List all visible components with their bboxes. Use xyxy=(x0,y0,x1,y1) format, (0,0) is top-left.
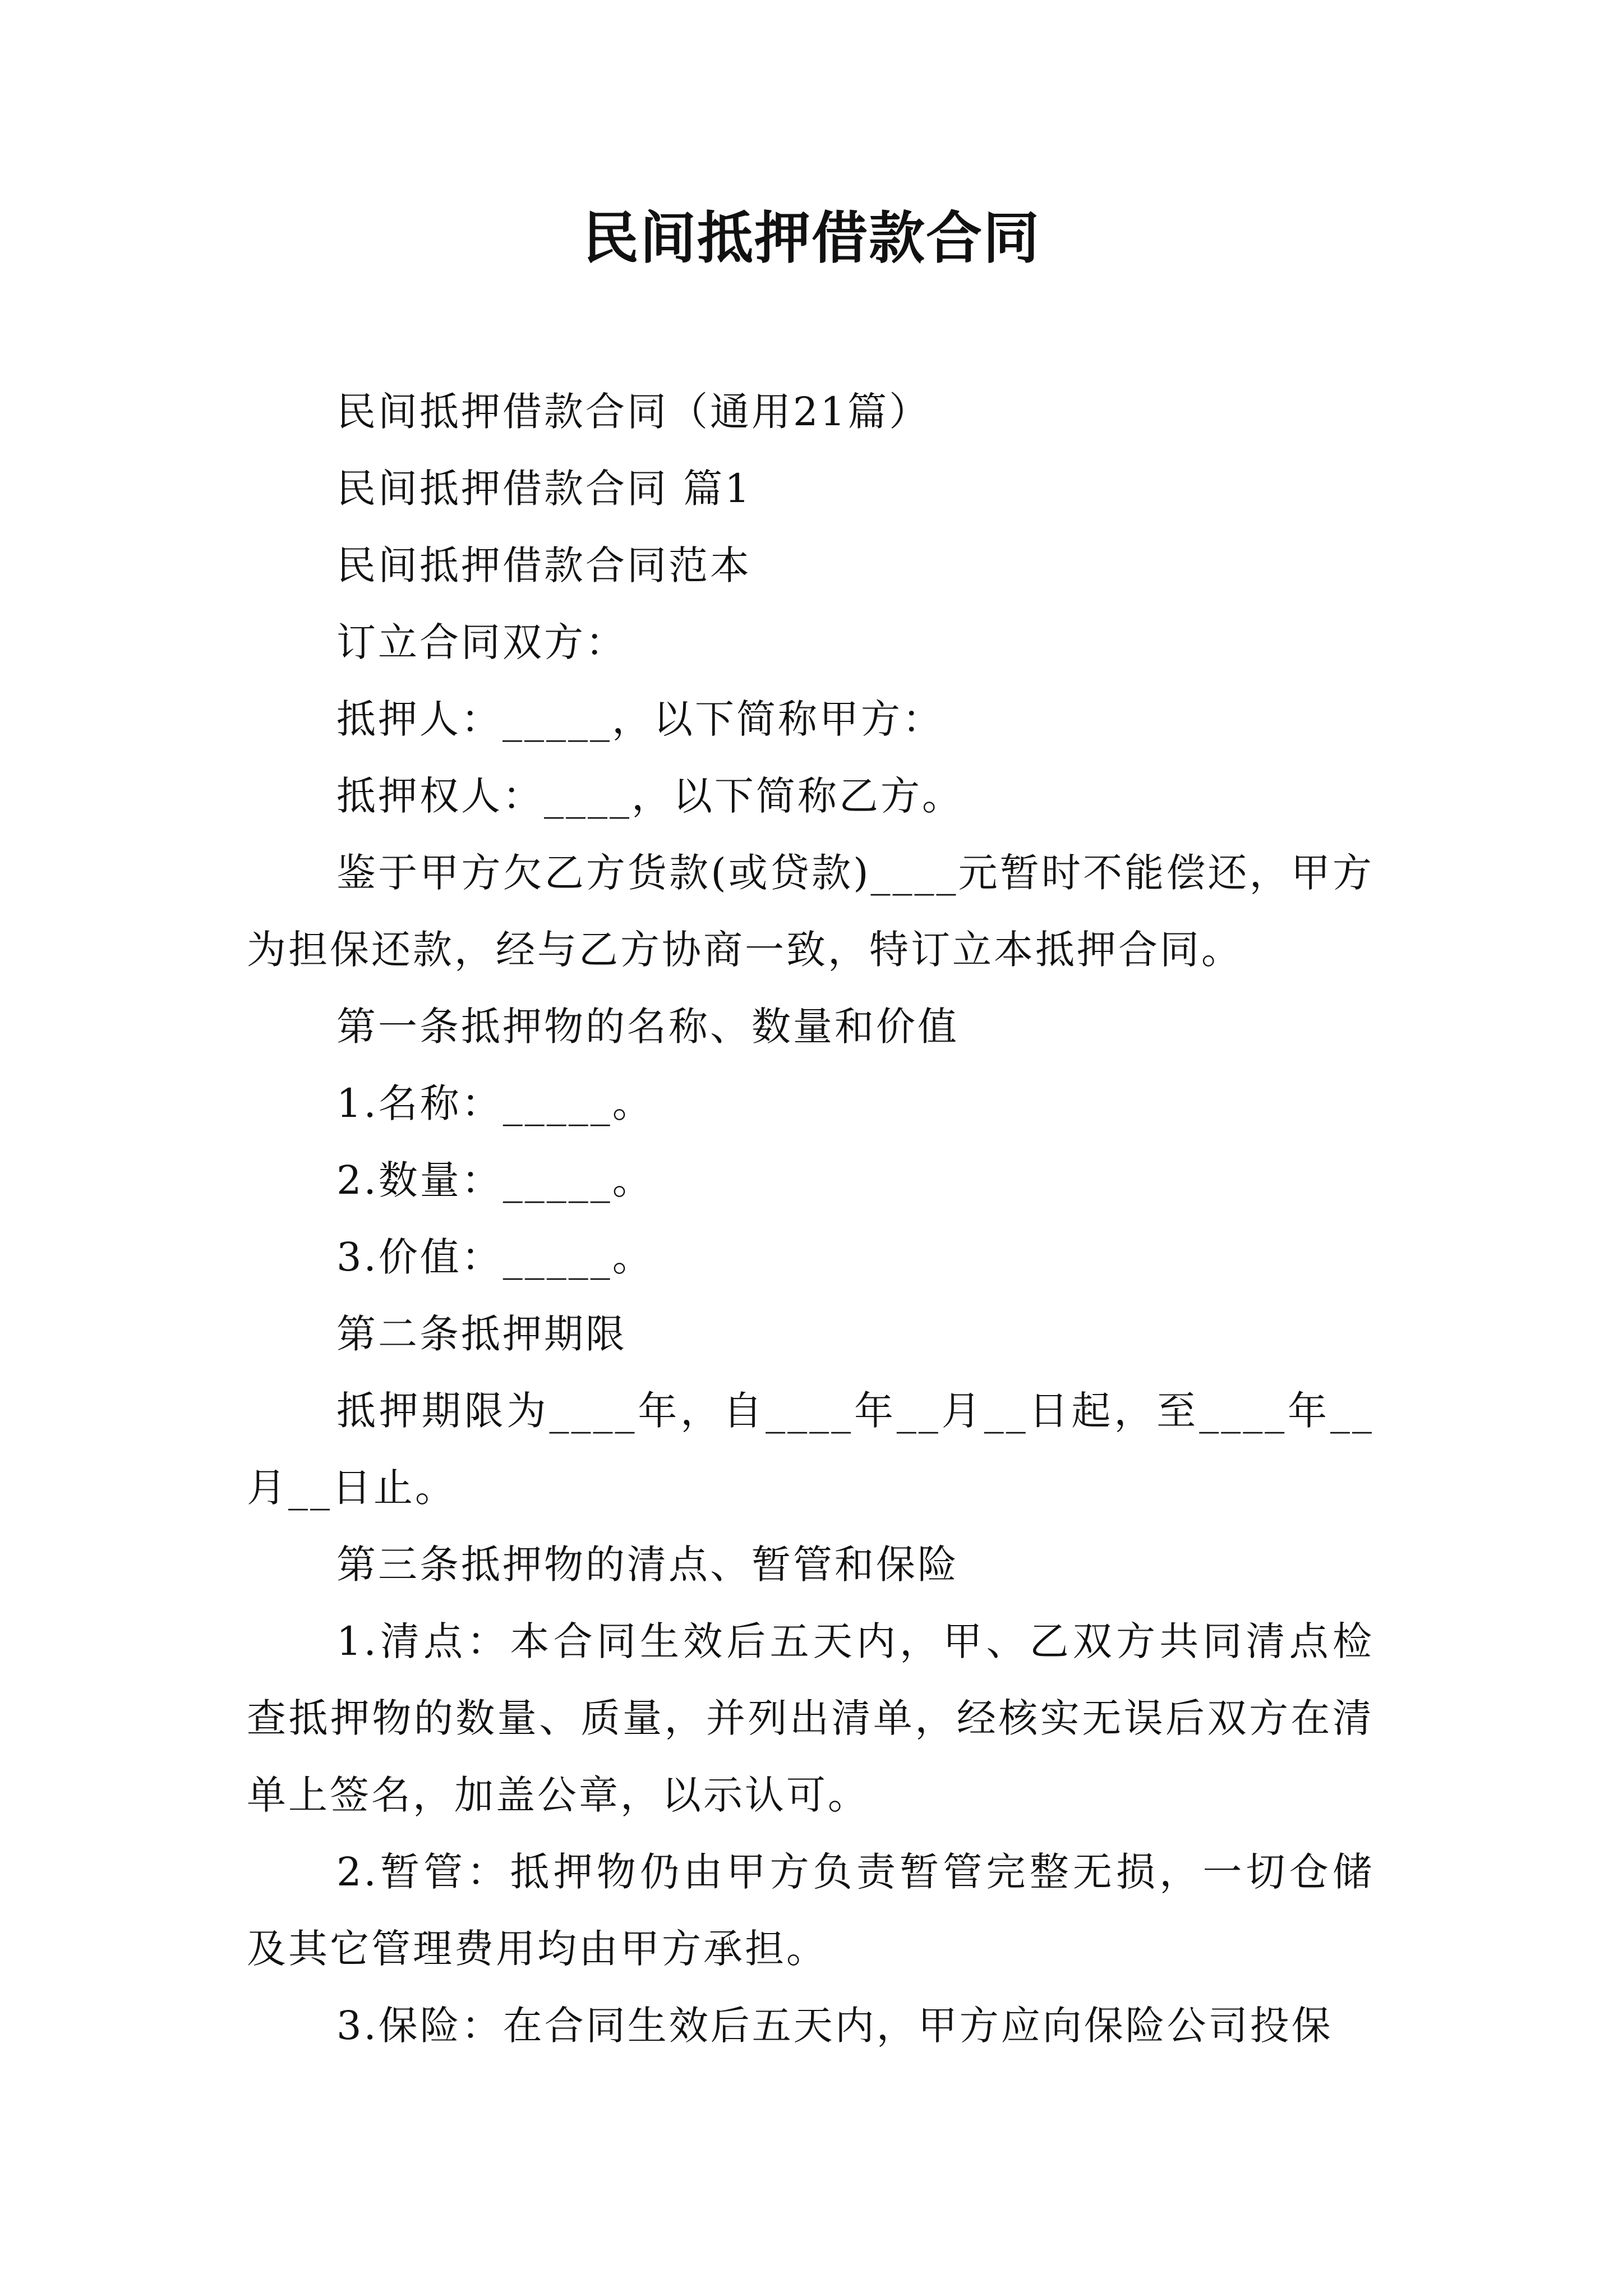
paragraph-section-heading: 民间抵押借款合同 篇1 xyxy=(336,466,752,512)
document-title: 民间抵押借款合同 xyxy=(583,205,1040,271)
paragraph-item-name: 1.名称：_____。 xyxy=(336,1080,654,1126)
paragraph-recital: 鉴于甲方欠乙方货款(或贷款)____元暂时不能偿还，甲方为担保还款，经与乙方协商一致，特订立本抵押合同。 xyxy=(247,850,1374,973)
paragraph-inventory: 1.清点：本合同生效后五天内，甲、乙双方共同清点检查抵押物的数量、质量，并列出清单，经核实无误后双方在清单上签名，加盖公章，以示认可。 xyxy=(247,1618,1374,1818)
paragraph-template-title: 民间抵押借款合同范本 xyxy=(336,542,751,588)
paragraph-custody: 2.暂管：抵押物仍由甲方负责暂管完整无损，一切仓储及其它管理费用均由甲方承担。 xyxy=(247,1849,1374,1972)
paragraph-article-3-heading: 第三条抵押物的清点、暂管和保险 xyxy=(336,1542,959,1588)
document-body xyxy=(247,374,1374,2064)
paragraph-term: 抵押期限为____年，自____年__月__日起，至____年__月__日止。 xyxy=(247,1388,1374,1511)
paragraph-subtitle: 民间抵押借款合同（通用21篇） xyxy=(336,389,931,435)
paragraph-article-1-heading: 第一条抵押物的名称、数量和价值 xyxy=(336,1004,959,1050)
paragraph-item-value: 3.价值：_____。 xyxy=(336,1234,654,1280)
paragraph-item-quantity: 2.数量：_____。 xyxy=(336,1157,654,1203)
paragraph-article-2-heading: 第二条抵押期限 xyxy=(336,1311,627,1357)
paragraph-insurance: 3.保险：在合同生效后五天内，甲方应向保险公司投保 xyxy=(336,2003,1333,2049)
paragraph-mortgagor: 抵押人：_____，以下简称甲方： xyxy=(336,696,944,742)
paragraph-mortgagee: 抵押权人：____，以下简称乙方。 xyxy=(336,773,963,819)
paragraph-parties-intro: 订立合同双方： xyxy=(336,619,627,665)
